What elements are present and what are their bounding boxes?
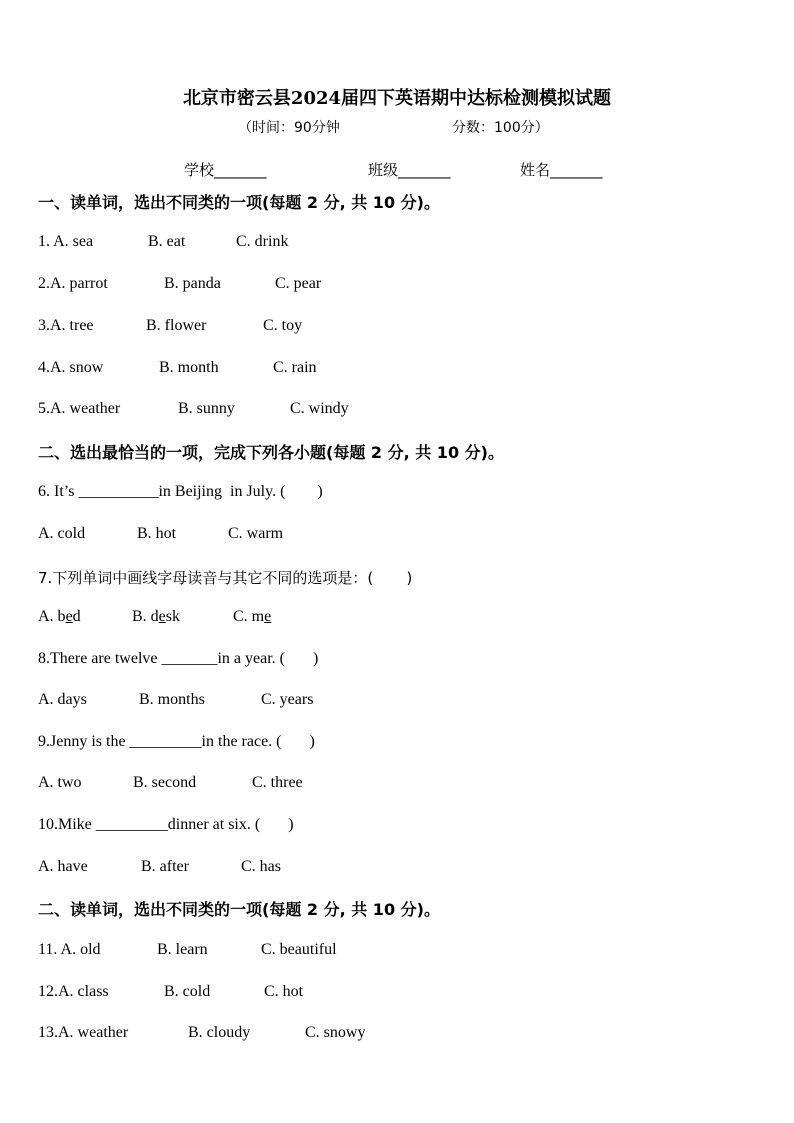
question-12-a: 12.A. class: [38, 983, 109, 1000]
exam-time: （时间：90分钟: [238, 120, 340, 136]
question-10-c: C. has: [241, 858, 281, 875]
question-1-c: C. drink: [236, 233, 289, 250]
exam-score: 分数：100分）: [452, 120, 549, 136]
question-5-c: C. windy: [290, 400, 349, 417]
underlined-letter: e: [158, 608, 166, 625]
question-12-b: B. cold: [164, 983, 211, 1000]
section-heading-3: 二、读单词，选出不同类的一项(每题 2 分, 共 10 分)。: [38, 900, 440, 919]
underlined-letter: e: [264, 608, 272, 625]
question-11-b: B. learn: [157, 941, 208, 958]
class-field: 班级_______: [368, 161, 451, 179]
question-8-c: C. years: [261, 691, 314, 708]
question-13-c: C. snowy: [305, 1024, 366, 1041]
question-10-b: B. after: [141, 858, 189, 875]
question-13-a: 13.A. weather: [38, 1024, 129, 1041]
question-8-stem: 8.There are twelve _______in a year. ( ): [38, 650, 319, 667]
option-text: A. b: [38, 608, 66, 625]
question-11-a: 11. A. old: [38, 941, 101, 958]
question-4-c: C. rain: [273, 359, 317, 376]
page-title: 北京市密云县2024届四下英语期中达标检测模拟试题: [182, 88, 612, 109]
option-text: C. m: [233, 608, 265, 625]
question-12-c: C. hot: [264, 983, 304, 1000]
question-5-b: B. sunny: [178, 400, 235, 417]
question-1-a: 1. A. sea: [38, 233, 94, 250]
underlined-letter: e: [65, 608, 73, 625]
question-3-a: 3.A. tree: [38, 317, 94, 334]
question-7-c: [233, 608, 271, 626]
question-8-b: B. months: [139, 691, 205, 708]
question-6-c: C. warm: [228, 525, 284, 542]
question-3-b: B. flower: [146, 317, 207, 334]
question-4-b: B. month: [159, 359, 219, 376]
question-7-a: [38, 608, 81, 626]
question-9-b: B. second: [133, 774, 197, 791]
question-6-b: B. hot: [137, 525, 177, 542]
question-9-c: C. three: [252, 774, 303, 791]
question-8-a: A. days: [38, 691, 87, 708]
question-2-b: B. panda: [164, 275, 221, 292]
question-10-a: A. have: [38, 858, 88, 875]
question-6-a: A. cold: [38, 525, 86, 542]
question-7-b: [132, 608, 180, 626]
question-3-c: C. toy: [263, 317, 303, 334]
option-text: d: [72, 608, 81, 625]
question-1-b: B. eat: [148, 233, 186, 250]
question-2-c: C. pear: [275, 275, 322, 292]
option-text: sk: [165, 608, 181, 625]
question-4-a: 4.A. snow: [38, 359, 104, 376]
name-field: 姓名_______: [520, 161, 603, 179]
school-field: 学校_______: [184, 161, 267, 179]
question-2-a: 2.A. parrot: [38, 275, 108, 292]
section-heading-2: 二、选出最恰当的一项，完成下列各小题(每题 2 分, 共 10 分)。: [38, 443, 504, 462]
question-13-b: B. cloudy: [188, 1024, 251, 1041]
question-9-a: A. two: [38, 774, 82, 791]
question-5-a: 5.A. weather: [38, 400, 121, 417]
question-7-stem: 7.下列单词中画线字母读音与其它不同的选项是：( ): [38, 569, 413, 587]
question-6-stem: 6. It’s __________in Beijing in July. ( ): [38, 483, 323, 500]
question-9-stem: 9.Jenny is the _________in the race. ( ): [38, 733, 315, 750]
option-text: B. d: [132, 608, 159, 625]
question-11-c: C. beautiful: [261, 941, 337, 958]
question-10-stem: 10.Mike _________dinner at six. ( ): [38, 816, 294, 833]
section-heading-1: 一、读单词，选出不同类的一项(每题 2 分, 共 10 分)。: [38, 193, 440, 212]
